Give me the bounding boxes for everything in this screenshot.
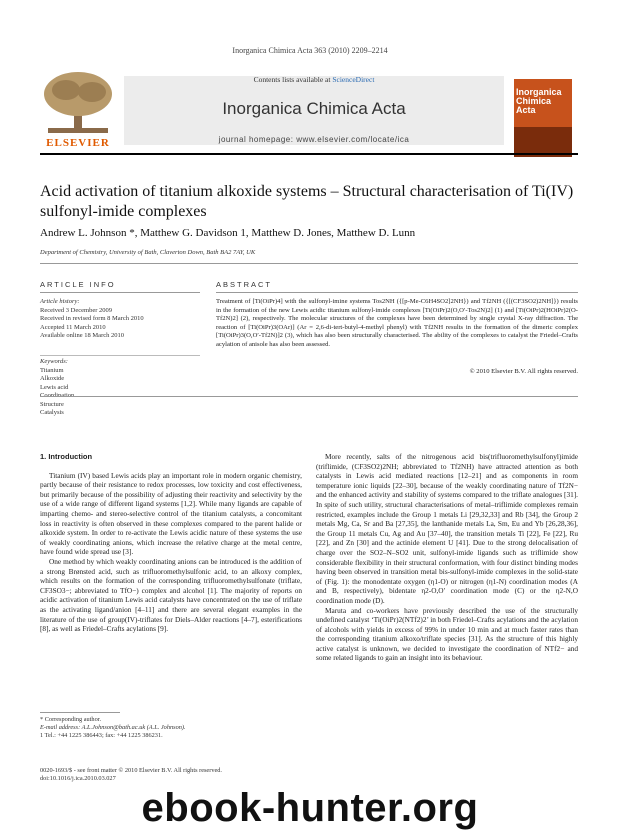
watermark-text: ebook-hunter.org — [141, 786, 479, 830]
history-label: Article history: — [40, 298, 80, 305]
paragraph: Maruta and co-workers have previously described the use of the structurally undefined catalyst ‘Ti(OiPr)2(NTf2)2’ in both Friedel–Crafts acylations and the acylation of alcohols with yields in excess of 99% in under 10 min and at much faster rates than the corresponding titanium alkoxo/triflate species [31]. As the structure of this highly active catalyst is unknown, we decided to investigate the coordination of NTf2− and some related ligands to gain an insight into its behaviour. — [316, 605, 578, 663]
right-column — [316, 452, 578, 663]
abstract-divider — [216, 292, 578, 293]
copyright-notice: © 2010 Elsevier B.V. All rights reserved. — [469, 368, 578, 375]
contents-prefix: Contents lists available at — [253, 75, 333, 84]
keyword: Lewis acid — [40, 383, 69, 391]
doi-link[interactable]: doi:10.1016/j.ica.2010.03.027 — [40, 775, 116, 783]
history-item: Received in revised form 8 March 2010 — [40, 315, 144, 322]
abstract-heading: ABSTRACT — [216, 280, 273, 289]
introduction-heading: 1. Introduction — [40, 452, 93, 461]
article-info-divider — [40, 292, 200, 293]
keywords-divider — [40, 355, 200, 356]
journal-title: Inorganica Chimica Acta — [222, 99, 406, 118]
publication-info — [40, 767, 302, 783]
paragraph: One method by which weakly coordinating anions can be introduced is the addition of a strong Brønsted acid, such as trifluoromethylsulfonic acid, to an alkoxy complex, which results on the formation of the corresponding trifluoromethylsulfonate (triflate, CF3SO3−; abbreviated to TfO−) complex and alcohol [1]. The majority of reports on acidic activation of titanium Lewis acid catalysts have concentrated on the use of triflate as the activating ligand/anion [4–11] and there are several elegant examples in the literature of the use of group(IV)-triflates for Diels–Alder reactions [4–7], esterifications [8], as well as Friedel–Crafts acylations [9]. — [40, 556, 302, 634]
history-item: Available online 18 March 2010 — [40, 332, 124, 339]
keyword: Catalysis — [40, 409, 64, 416]
elsevier-logo-text: ELSEVIER — [46, 137, 110, 149]
footnote-divider — [40, 712, 120, 713]
contents-line — [124, 75, 504, 84]
keyword: Structure — [40, 400, 64, 408]
history-item: Received 3 December 2009 — [40, 306, 113, 314]
journal-reference: Inorganica Chimica Acta 363 (2010) 2209–2214 — [232, 46, 388, 55]
journal-homepage[interactable]: journal homepage: www.elsevier.com/locate/ica — [218, 135, 410, 144]
cover-title: Inorganica Chimica Acta — [516, 87, 562, 115]
left-column — [40, 452, 302, 634]
email-note[interactable]: E-mail address: A.L.Johnson@bath.ac.uk (A.L. Johnson). — [40, 724, 186, 732]
front-matter-divider — [40, 396, 578, 397]
abstract-text: Treatment of [Ti(OiPr)4] with the sulfonyl-imine systems Tos2NH ({[p-Me-C6H4SO2]2NH}) and Tf2NH ({[(CF3SO2)2NH]}) results in the formation of the new Lewis acidic titanium sulfonyl-imide complexes [Ti(OiPr)2(O,O′-Tos2N)2] (1) and [Ti(OiPr)2(HOiPr)2(O-Tf2N)2] (2), respectively. The molecular structures of the complexes have been determined by single crystal X-ray diffraction. The reaction of [Ti(OiPr)3(OAr)] (Ar = 2,6-di-tert-butyl-4-methyl phenyl) with Tf2NH results in the formation of the dimeric complex [Ti(OiPr)3(O,O′-Tf2N)]2 (3), which has also been structurally characterised. The ability of the complexes to catalyst the Friedel–Crafts acylation of anisole has also been assessed. — [216, 298, 578, 348]
sciencedirect-link[interactable]: ScienceDirect — [332, 75, 375, 84]
issn-line: 0020-1693/$ - see front matter © 2010 Elsevier B.V. All rights reserved. — [40, 767, 222, 774]
footnotes — [40, 716, 302, 741]
article-history — [40, 298, 200, 341]
section-divider — [40, 263, 578, 264]
keywords-list — [40, 358, 200, 418]
keywords-label: Keywords: — [40, 358, 68, 365]
journal-cover-image — [514, 79, 572, 157]
article-info-heading: ARTICLE INFO — [40, 280, 116, 289]
article-authors: Andrew L. Johnson *, Matthew G. Davidson 1, Matthew D. Jones, Matthew D. Lunn — [40, 227, 416, 239]
paragraph: Titanium (IV) based Lewis acids play an important role in modern organic chemistry, partly because of their resistance to redox processes, low toxicity and cost effectiveness, but primarily because of the possibility of adjusting their reactivity and selectivity by the use of a wide range of different ligand systems [1,2]. While many ligands are capable of imparting chemo- and stereo-selective control of the titanium catalysts, a concomitant loss in reactivity is often observed in these complexes compared to the parent halide or alkoxide system. In order to re-activate the Lewis acidic nature of these systems the use of weakly coordinating anions, which increase the relative charge at the metal centre, have found wide spread use [3]. — [40, 470, 302, 557]
history-item: Accepted 11 March 2010 — [40, 323, 106, 331]
author-affiliation: Department of Chemistry, University of Bath, Claverton Down, Bath BA2 7AY, UK — [40, 249, 256, 256]
keyword: Alkoxide — [40, 375, 65, 382]
corresponding-author-note: * Corresponding author. — [40, 716, 102, 723]
article-title: Acid activation of titanium alkoxide systems – Structural characterisation of Ti(IV) sulfonyl-imide complexes — [40, 183, 574, 220]
footnote-1: 1 Tel.: +44 1225 386443; fax: +44 1225 386231. — [40, 732, 163, 740]
keyword: Titanium — [40, 366, 64, 374]
header-divider — [40, 153, 578, 155]
paragraph: More recently, salts of the nitrogenous acid bis(trifluoromethylsulfonyl)imide (triflimide, (CF3SO2)2NH; abbreviated to Tf2NH) have attracted attention as both catalysts in Lewis acid mediated reactions [12–21] and as components in room temperature ionic liquids [22–30], because of the weakly coordinating nature of Tf2N− and the enhanced activity and stability of systems compared to the triflate analogues [31]. In spite of such utility, structural characterisations of metal–triflimide complexes remain restricted, examples include the Group 1 metals Li [29,32,33] and Rb [34], the Group 2 metals Mg, Ca, Sr and Ba [27,35], the lanthanide metals La, Sm, Eu and Yb [26,28,36], the Group 11 metals Cu, Ag and Au [37–40], the transition metals Ti [22], Fe [22], Ru [22], and Zn [30] and the actinide element U [41]. Due to the strong delocalisation of charge over the SO2–N–SO2 unit, sulfonyl-imide ligands such as triflimide show considerable flexibility in their structural conformation, with four distinct binding modes having been observed in transition metal bis-sulfonyl-imide complexes in the solid-state of (Fig. 1): the monodentate oxygen (η1-O) or nitrogen (η1-N) coordination modes (A and B, respectively), bidentate η2-O,O′ coordination mode (C) or the η2-N,O coordination mode (D). — [316, 452, 578, 605]
